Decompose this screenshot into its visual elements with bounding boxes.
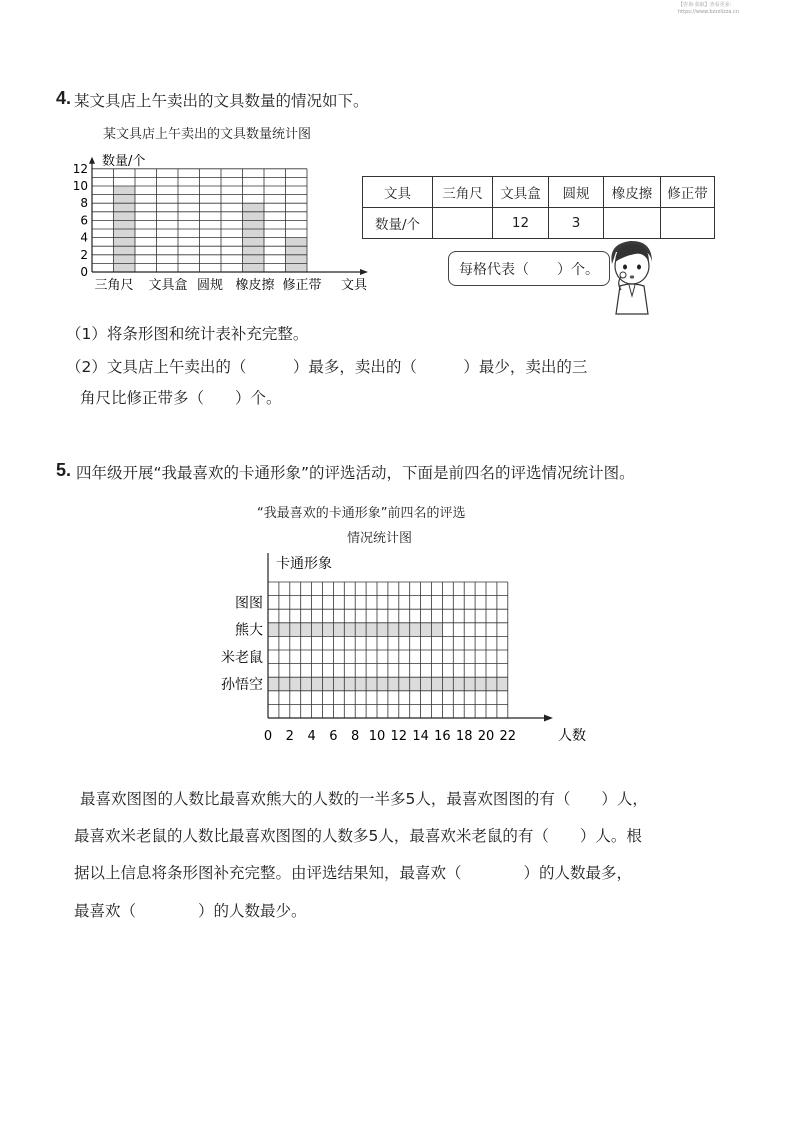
table-cell-input[interactable] — [661, 208, 715, 239]
q4-stat-table — [362, 176, 715, 239]
y-tick-label: 4 — [80, 230, 88, 245]
table-cell: 文具盒 — [493, 177, 549, 208]
x-axis-label: 文具 — [340, 278, 368, 293]
q5-chart-title-line2: 情况统计图 — [347, 531, 413, 546]
y-tick-label: 孙悟空 — [221, 677, 263, 693]
x-tick-label: 0 — [263, 729, 273, 744]
y-tick-label: 熊大 — [235, 622, 263, 639]
x-tick-label: 三角尺 — [94, 278, 134, 293]
q4-sub2-line2: 角尺比修正带多（ ）个。 — [80, 389, 282, 407]
q5-para-line3: 据以上信息将条形图补充完整。由评选结果知，最喜欢（ ）的人数最多， — [74, 864, 633, 882]
x-tick-label: 文具盒 — [148, 278, 188, 293]
y-axis-label: 数量/个 — [102, 154, 146, 169]
x-tick-label: 22 — [499, 729, 517, 744]
x-tick-label: 6 — [329, 729, 338, 744]
watermark-line2: https://www.bzzzlizza.cn — [678, 9, 739, 15]
q4-sub2-line1: （2）文具店上午卖出的（ ）最多，卖出的（ ）最少，卖出的三 — [66, 358, 588, 376]
q4-chart-title: 某文具店上午卖出的文具数量统计图 — [103, 127, 312, 142]
y-tick-label: 8 — [80, 196, 88, 211]
q5-number: 5. — [56, 460, 72, 480]
q5-text: 四年级开展“我最喜欢的卡通形象”的评选活动，下面是前四名的评选情况统计图。 — [76, 464, 635, 482]
q4-bar-chart — [60, 145, 380, 300]
y-axis-arrow-icon — [89, 157, 95, 164]
table-cell-input[interactable] — [604, 208, 661, 239]
x-tick-label: 18 — [455, 729, 473, 744]
x-tick-label: 16 — [434, 729, 451, 744]
x-tick-label: 4 — [307, 729, 316, 744]
table-row — [363, 177, 715, 208]
table-cell: 修正带 — [661, 177, 715, 208]
x-tick-label: 20 — [477, 729, 495, 744]
y-tick-label: 0 — [80, 265, 88, 279]
table-row — [363, 208, 715, 239]
boy-illustration-icon — [602, 236, 662, 316]
q5-bar-chart — [200, 548, 586, 766]
x-axis-arrow-icon — [360, 269, 368, 275]
table-cell: 3 — [549, 208, 604, 239]
x-tick-label: 8 — [351, 729, 360, 744]
q4-sub1: （1）将条形图和统计表补充完整。 — [66, 325, 309, 343]
x-tick-label: 修正带 — [282, 278, 322, 293]
y-tick-label: 米老鼠 — [221, 649, 263, 666]
q5-chart-title-line1: “我最喜欢的卡通形象”前四名的评选 — [257, 506, 466, 521]
table-cell: 三角尺 — [433, 177, 493, 208]
q4-text: 某文具店上午卖出的文具数量的情况如下。 — [74, 92, 369, 110]
table-cell: 数量/个 — [363, 208, 433, 239]
x-axis-label: 人数 — [558, 728, 586, 744]
x-tick-label: 12 — [390, 729, 408, 744]
x-tick-label: 10 — [368, 729, 386, 744]
watermark-line1: 【咨询·获取】查看更多: — [678, 2, 732, 8]
y-tick-label: 10 — [72, 179, 88, 193]
x-tick-label: 2 — [285, 729, 294, 744]
speech-bubble — [448, 251, 610, 286]
q4-number: 4. — [56, 88, 72, 108]
y-tick-label: 图图 — [235, 595, 263, 612]
x-tick-label: 圆规 — [196, 278, 224, 293]
table-cell: 12 — [493, 208, 549, 239]
q5-para-line4: 最喜欢（ ）的人数最少。 — [74, 902, 307, 920]
table-cell: 文具 — [363, 177, 433, 208]
table-cell-input[interactable] — [433, 208, 493, 239]
y-tick-label: 6 — [80, 213, 88, 228]
q5-para-line1: 最喜欢图图的人数比最喜欢熊大的人数的一半多5人，最喜欢图图的有（ ）人， — [80, 790, 648, 808]
bubble-text: 每格代表（ ）个。 — [459, 262, 599, 278]
y-tick-label: 2 — [80, 247, 88, 262]
y-axis-label: 卡通形象 — [276, 556, 332, 572]
x-tick-label: 14 — [412, 729, 429, 744]
y-tick-label: 12 — [72, 161, 88, 176]
table-cell: 圆规 — [549, 177, 604, 208]
x-axis-arrow-icon — [544, 715, 553, 722]
x-tick-label: 橡皮擦 — [235, 278, 275, 293]
q5-para-line2: 最喜欢米老鼠的人数比最喜欢图图的人数多5人，最喜欢米老鼠的有（ ）人。根 — [74, 827, 642, 845]
table-cell: 橡皮擦 — [604, 177, 661, 208]
